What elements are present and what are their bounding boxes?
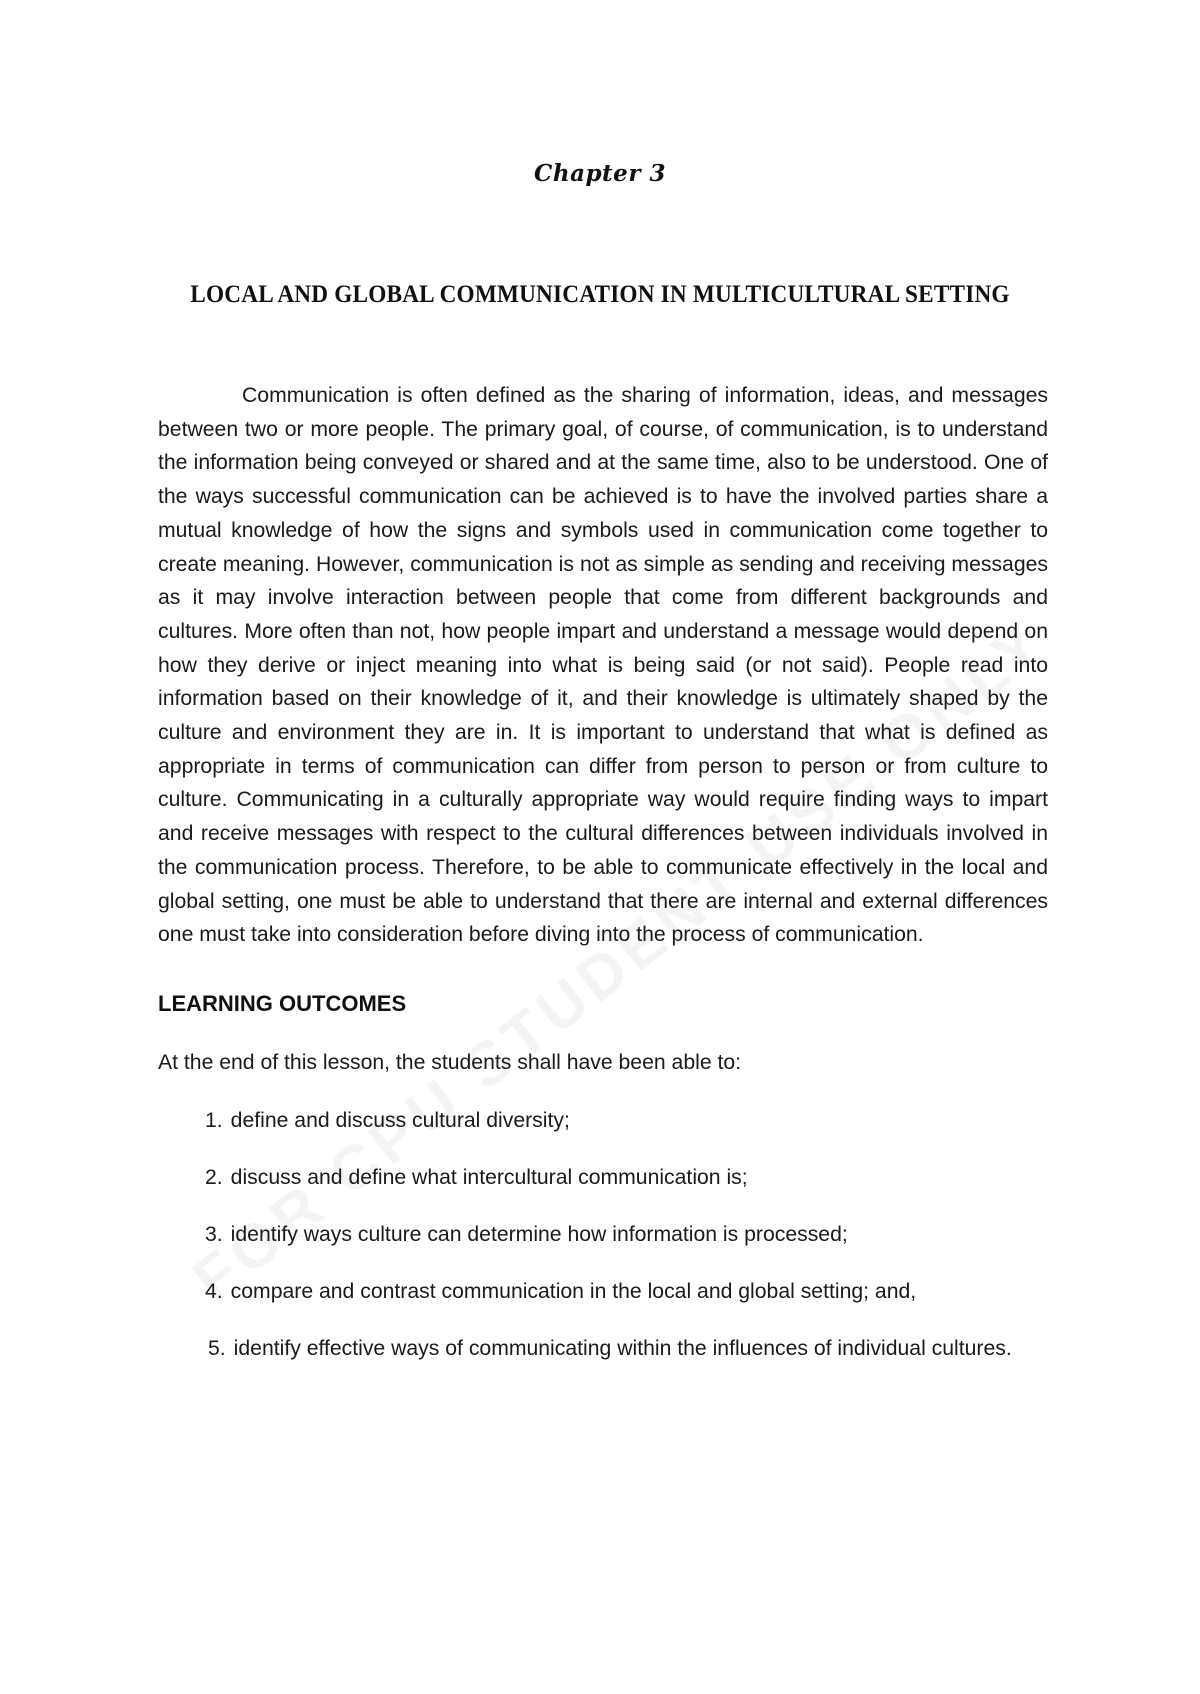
outcome-item-2	[205, 1166, 748, 1190]
outcome-number: 3.	[205, 1223, 223, 1246]
section-heading-learning-outcomes: LEARNING OUTCOMES	[158, 991, 407, 1016]
outcome-text: identify ways culture can determine how information is processed;	[230, 1223, 848, 1246]
outcome-item-5	[208, 1337, 1012, 1361]
outcome-text: define and discuss cultural diversity;	[230, 1109, 570, 1132]
outcomes-intro: At the end of this lesson, the students shall have been able to:	[158, 1051, 742, 1074]
outcome-item-1	[205, 1109, 570, 1133]
outcome-text: identify effective ways of communicating within the influences of individual cultures.	[233, 1337, 1012, 1360]
outcome-number: 1.	[205, 1109, 223, 1132]
outcome-number: 4.	[205, 1280, 223, 1303]
outcome-item-4	[205, 1280, 916, 1304]
body-paragraph: Communication is often defined as the sharing of information, ideas, and messages between two or more people. The primary goal, of course, of communication, is to understand the information being conveyed or shared and at the same time, also to be understood. One of the ways successful communication can be achieved is to have the involved parties share a mutual knowledge of how the signs and symbols used in communication come together to create meaning. However, communication is not as simple as sending and receiving messages as it may involve interaction between people that come from different backgrounds and cultures. More often than not, how people impart and understand a message would depend on how they derive or inject meaning into what is being said (or not said). People read into information based on their knowledge of it, and their knowledge is ultimately shaped by the culture and environment they are in. It is important to understand that what is defined as appropriate in terms of communication can differ from person to person or from culture to culture. Communicating in a culturally appropriate way would require finding ways to impart and receive messages with respect to the cultural differences between individuals involved in the communication process. Therefore, to be able to communicate effectively in the local and global setting, one must be able to understand that there are internal and external differences one must take into consideration before diving into the process of communication.	[158, 384, 1048, 947]
chapter-label: Chapter 3	[534, 160, 666, 187]
outcome-text: compare and contrast communication in the local and global setting; and,	[230, 1280, 917, 1303]
outcome-number: 5.	[208, 1337, 226, 1360]
outcome-text: discuss and define what intercultural communication is;	[230, 1166, 748, 1189]
chapter-title: LOCAL AND GLOBAL COMMUNICATION IN MULTICULTURAL SETTING	[190, 281, 1010, 308]
outcome-number: 2.	[205, 1166, 223, 1189]
outcome-item-3	[205, 1223, 848, 1247]
